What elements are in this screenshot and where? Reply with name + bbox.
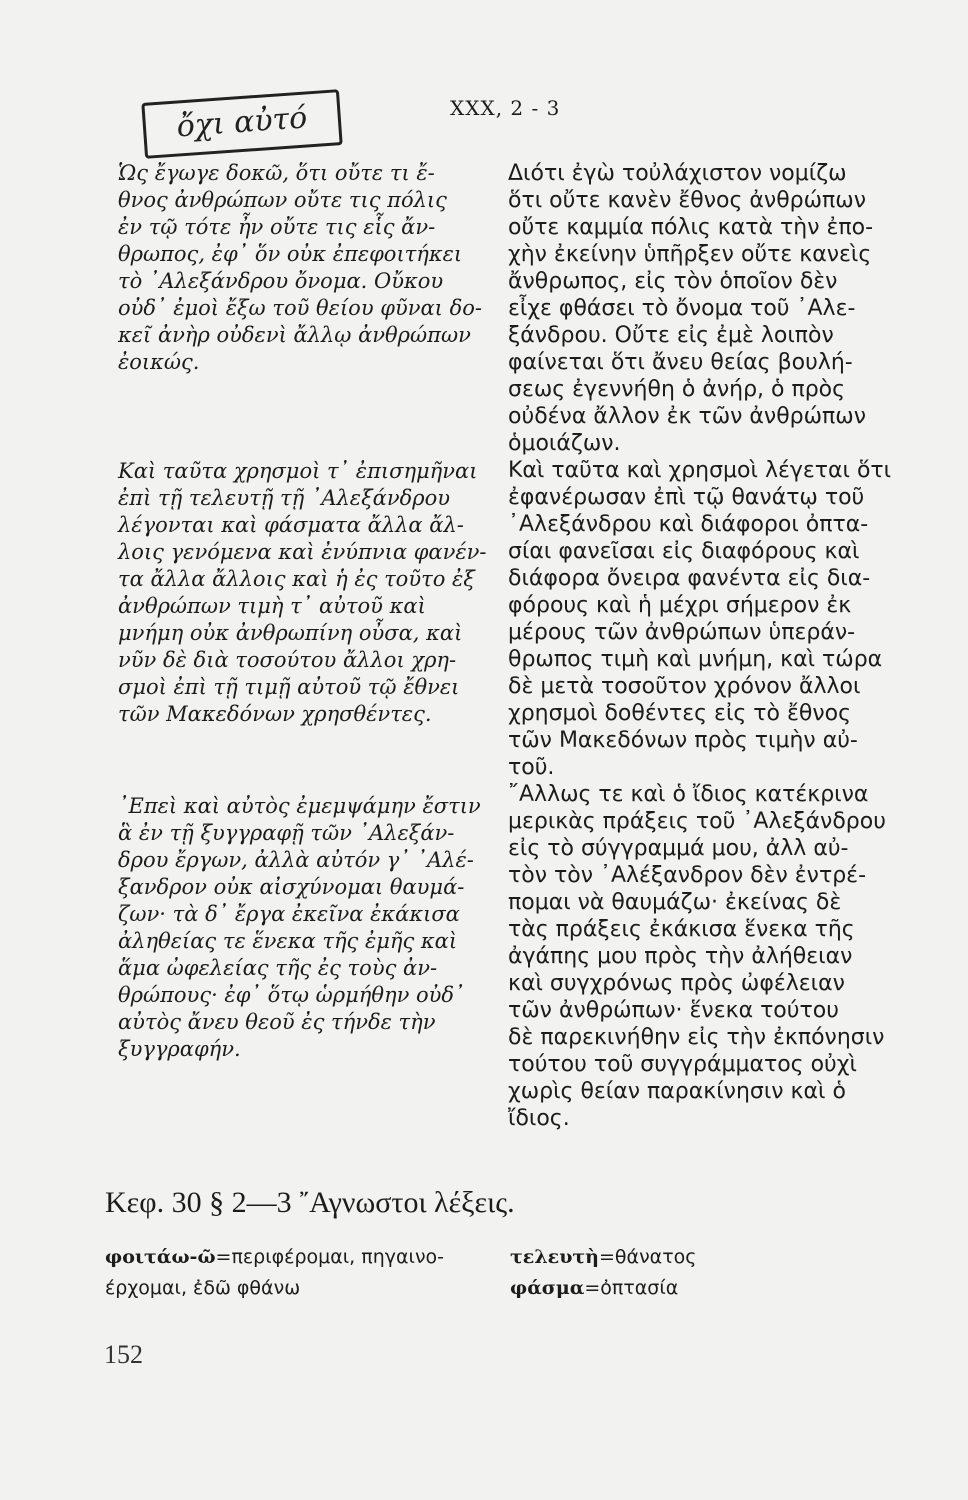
glossary-definition: =περιφέρομαι, πηγαινο- έρχομαι, ἐδῶ φθάνω <box>105 1246 445 1299</box>
glossary-right-column <box>510 1242 910 1304</box>
glossary-entry <box>510 1273 910 1304</box>
glossary-entry <box>105 1242 505 1304</box>
greek-paragraph: Ὡς ἔγωγε δοκῶ, ὅτι οὔτε τι ἔ- θνος ἀνθρώπων οὔτε τις πόλις ἐν τῷ τότε ἦν οὔτε τις εἷς ἄν- θρωπος, ἐφ᾽ ὅν οὐκ ἐπεφοιτήκει τὸ ᾽Αλεξάνδρου ὄνομα. Οὔκου οὐδ᾽ ἐμοὶ ἔξω τοῦ θείου φῦναι δο- κεῖ ἀνὴρ οὐδενὶ ἄλλῳ ἀνθρώπων ἐοικώς. <box>118 161 482 374</box>
translation-paragraph: Διότι ἐγὼ τοὐλάχιστον νομίζω ὅτι οὔτε κανὲν ἔθνος ἀνθρώπων οὔτε καμμία πόλις κατὰ τὴν ἐπο- χὴν ἐκείνην ὑπῆρξεν οὔτε κανεὶς ἄνθρωπος, εἰς τὸν ὁποῖον δὲν εἶχε φθάσει τὸ ὄνομα τοῦ ᾽Αλε- ξάνδρου. Οὔτε εἰς ἐμὲ λοιπὸν φαίνεται ὅτι ἄνευ θείας βουλή- σεως ἐγεννήθη ὁ ἀνήρ, ὁ πρὸς οὐδένα ἄλλον ἐκ τῶν ἀνθρώπων ὁμοιάζων. <box>508 161 874 456</box>
greek-paragraph: Καὶ ταῦτα χρησμοὶ τ᾽ ἐπισημῆναι ἐπὶ τῇ τελευτῇ τῇ ᾽Αλεξάνδρου λέγονται καὶ φάσματα ἄλλα ἄλ- λοις γενόμενα καὶ ἐνύπνια φανέν- τα ἄλλα ἄλλοις καὶ ἡ ἐς τοῦτο ἐξ ἀνθρώπων τιμὴ τ᾽ αὐτοῦ καὶ μνήμη οὐκ ἀνθρωπίνη οὖσα, καὶ νῦν δὲ διὰ τοσούτου ἄλλοι χρη- σμοὶ ἐπὶ τῇ τιμῇ αὐτοῦ τῷ ἔθνει τῶν Μακεδόνων χρησθέντες. <box>118 459 487 726</box>
handwritten-note: ὄχι αὐτό <box>141 89 342 159</box>
page-number: 152 <box>104 1340 143 1369</box>
greek-paragraph: ᾽Επεὶ καὶ αὐτὸς ἐμεμψάμην ἔστιν ἃ ἐν τῇ ξυγγραφῇ τῶν ᾽Αλεξάν- δρου ἔργων, ἀλλὰ αὐτόν γ᾽ ᾽Αλέ- ξανδρον οὐκ αἰσχύνομαι θαυμά- ζων· τὰ δ᾽ ἔργα ἐκεῖνα ἐκάκισα ἀληθείας τε ἕνεκα τῆς ἐμῆς καὶ ἅμα ὠφελείας τῆς ἐς τοὺς ἀν- θρώπους· ἐφ᾽ ὅτῳ ὡρμήθην οὐδ᾽ αὐτὸς ἄνευ θεοῦ ἐς τήνδε τὴν ξυγγραφήν. <box>118 794 481 1061</box>
glossary-term: τελευτὴ <box>510 1246 599 1268</box>
translation-column <box>508 160 918 1132</box>
running-head: XXX, 2 - 3 <box>450 96 561 120</box>
glossary-left-column <box>105 1242 505 1304</box>
translation-paragraph: Καὶ ταῦτα καὶ χρησμοὶ λέγεται ὅτι ἐφανέρωσαν ἐπὶ τῷ θανάτῳ τοῦ ᾽Αλεξάνδρου καὶ διάφοροι ὀπτα- σίαι φανεῖσαι εἰς διαφόρους καὶ διάφορα ὄνειρα φανέντα εἰς δια- φόρους καὶ ἡ μέχρι σήμερον ἐκ μέρους τῶν ἀνθρώπων ὑπεράν- θρωπος τιμὴ καὶ μνήμη, καὶ τώρα δὲ μετὰ τοσοῦτον χρόνον ἄλλοι χρησμοὶ δοθέντες εἰς τὸ ἔθνος τῶν Μακεδόνων πρὸς τιμὴν αὐ- τοῦ. <box>508 458 892 780</box>
glossary-term: φάσμα <box>510 1277 585 1299</box>
glossary-heading: Κεφ. 30 § 2—3 ῎Αγνωστοι λέξεις. <box>105 1186 515 1219</box>
greek-original-column <box>118 160 488 1063</box>
glossary-definition: =ὀπτασία <box>584 1277 679 1299</box>
glossary-term: φοιτάω-ῶ <box>105 1246 216 1268</box>
translation-paragraph: ῎Αλλως τε καὶ ὁ ἴδιος κατέκρινα μερικὰς πράξεις τοῦ ᾽Αλεξάνδρου εἰς τὸ σύγγραμμά μου, ἀλλ αὐ- τὸν τὸν ᾽Αλέξανδρον δὲν ἐντρέ- πομαι νὰ θαυμάζω· ἐκείνας δὲ τὰς πράξεις ἐκάκισα ἕνεκα τῆς ἀγάπης μου πρὸς τὴν ἀλήθειαν καὶ συγχρόνως πρὸς ὠφέλειαν τῶν ἀνθρώπων· ἕνεκα τούτου δὲ παρεκινήθην εἰς τὴν ἐκπόνησιν τούτου τοῦ συγγράμματος οὐχὶ χωρὶς θείαν παρακίνησιν καὶ ὁ ἴδιος. <box>508 782 886 1131</box>
glossary-definition: =θάνατος <box>599 1246 697 1268</box>
glossary-entry <box>510 1242 910 1273</box>
